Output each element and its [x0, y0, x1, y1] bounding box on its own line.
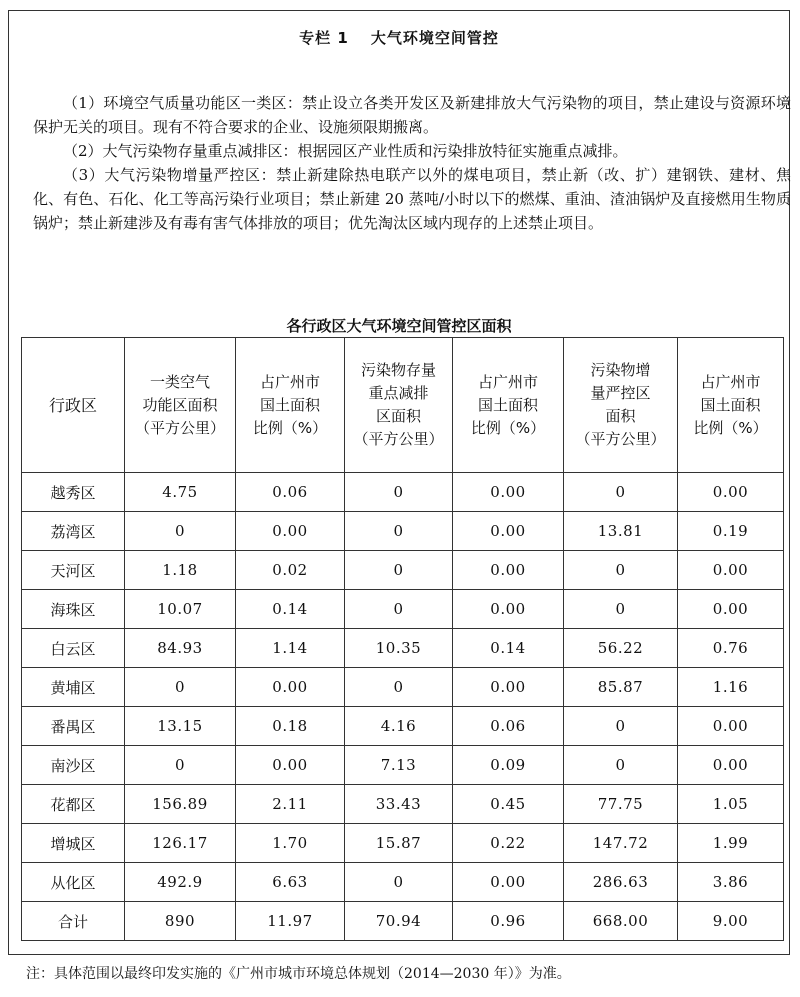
value-cell: 0.00: [453, 512, 564, 551]
header-line: 国土面积: [700, 395, 761, 414]
district-name-cell: 海珠区: [22, 590, 125, 629]
value-cell: 0.00: [453, 668, 564, 707]
table-row: [22, 629, 784, 668]
table-row: [22, 746, 784, 785]
value-cell: 0.19: [678, 512, 784, 551]
value-cell: 3.86: [678, 863, 784, 902]
header-line: （平方公里）: [134, 418, 225, 437]
header-cell: [678, 338, 784, 473]
header-line: 比例（%）: [252, 418, 328, 437]
value-cell: 0.14: [453, 629, 564, 668]
value-cell: 0.02: [236, 551, 345, 590]
value-cell: 11.97: [236, 902, 345, 941]
value-cell: 1.05: [678, 785, 784, 824]
table-row: [22, 512, 784, 551]
value-cell: 0.00: [678, 551, 784, 590]
box-title-label: 专栏 1: [299, 29, 349, 47]
table-row: [22, 824, 784, 863]
value-cell: 0: [345, 551, 453, 590]
value-cell: 7.13: [345, 746, 453, 785]
paragraph-class1-zone: （1）环境空气质量功能区一类区：禁止设立各类开发区及新建排放大气污染物的项目，禁止建设与资源环境保护无关的项目。现有不符合要求的企业、设施须限期搬离。: [33, 94, 791, 136]
header-cell: [345, 338, 453, 473]
value-cell: 10.35: [345, 629, 453, 668]
district-name-cell: 天河区: [22, 551, 125, 590]
header-line: （平方公里）: [353, 430, 444, 448]
value-cell: 84.93: [125, 629, 236, 668]
value-cell: 0.18: [236, 707, 345, 746]
header-line: 占广州市: [700, 372, 761, 391]
header-line: 比例（%）: [693, 418, 768, 437]
value-cell: 0.09: [453, 746, 564, 785]
table-row: [22, 707, 784, 746]
value-cell: 0: [345, 863, 453, 902]
header-line: 量严控区: [590, 384, 651, 402]
district-name-cell: 从化区: [22, 863, 125, 902]
value-cell: 15.87: [345, 824, 453, 863]
value-cell: 0.00: [678, 473, 784, 512]
paragraph-increment-control-zone: （3）大气污染物增量严控区：禁止新建除热电联产以外的煤电项目，禁止新（改、扩）建钢铁、建材、焦化、有色、石化、化工等高污染行业项目；禁止新建 20 蒸吨/小时以下的燃煤、重油、渣油锅炉及直接燃用生物质锅炉；禁止新建涉及有毒有害气体排放的项目；优先淘汰区域内现存的上述禁止项目。: [33, 166, 791, 232]
value-cell: 1.16: [678, 668, 784, 707]
area-table: [21, 337, 784, 941]
value-cell: 0: [345, 512, 453, 551]
value-cell: 126.17: [125, 824, 236, 863]
header-line: （平方公里）: [575, 430, 666, 448]
value-cell: 0.00: [236, 512, 345, 551]
value-cell: 0.00: [678, 590, 784, 629]
value-cell: 0: [345, 590, 453, 629]
box-title-text: 大气环境空间管控: [370, 29, 499, 47]
header-line: 污染物存量: [360, 361, 436, 379]
value-cell: 156.89: [125, 785, 236, 824]
value-cell: 0.00: [678, 707, 784, 746]
value-cell: 0.00: [453, 590, 564, 629]
value-cell: 286.63: [564, 863, 678, 902]
table-row: [22, 551, 784, 590]
value-cell: 6.63: [236, 863, 345, 902]
value-cell: 0: [125, 746, 236, 785]
value-cell: 9.00: [678, 902, 784, 941]
value-cell: 13.15: [125, 707, 236, 746]
value-cell: 0.45: [453, 785, 564, 824]
district-name-cell: 白云区: [22, 629, 125, 668]
district-name-cell: 荔湾区: [22, 512, 125, 551]
table-row: [22, 785, 784, 824]
value-cell: 4.75: [125, 473, 236, 512]
value-cell: 0.00: [453, 551, 564, 590]
district-name-cell: 黄埔区: [22, 668, 125, 707]
table-header: [22, 338, 784, 473]
header-line: 占广州市: [259, 372, 320, 391]
value-cell: 0: [125, 668, 236, 707]
table-row: [22, 590, 784, 629]
value-cell: 890: [125, 902, 236, 941]
district-name-cell: 增城区: [22, 824, 125, 863]
value-cell: 0.00: [236, 746, 345, 785]
value-cell: 0: [564, 473, 678, 512]
value-cell: 13.81: [564, 512, 678, 551]
value-cell: 0: [345, 473, 453, 512]
header-cell: [125, 338, 236, 473]
value-cell: 85.87: [564, 668, 678, 707]
value-cell: 0.06: [236, 473, 345, 512]
value-cell: 0.00: [678, 746, 784, 785]
value-cell: 0.00: [453, 863, 564, 902]
table-title: 各行政区大气环境空间管控区面积: [286, 317, 512, 335]
table-row: [22, 668, 784, 707]
value-cell: 1.14: [236, 629, 345, 668]
value-cell: 0: [564, 590, 678, 629]
header-cell: [453, 338, 564, 473]
header-line: 功能区面积: [142, 395, 218, 414]
district-name-cell: 越秀区: [22, 473, 125, 512]
value-cell: 0.00: [453, 473, 564, 512]
header-line: 比例（%）: [470, 418, 546, 437]
value-cell: 0.96: [453, 902, 564, 941]
value-cell: 77.75: [564, 785, 678, 824]
value-cell: 492.9: [125, 863, 236, 902]
value-cell: 70.94: [345, 902, 453, 941]
header-line: 占广州市: [477, 372, 538, 391]
header-line: 污染物增: [590, 361, 651, 379]
value-cell: 1.70: [236, 824, 345, 863]
value-cell: 0.06: [453, 707, 564, 746]
value-cell: 4.16: [345, 707, 453, 746]
header-line: 面积: [605, 407, 636, 425]
table-row: [22, 863, 784, 902]
value-cell: 0.00: [236, 668, 345, 707]
value-cell: 0.76: [678, 629, 784, 668]
header-line: 国土面积: [259, 395, 320, 414]
header-line: 重点减排: [368, 384, 429, 402]
value-cell: 33.43: [345, 785, 453, 824]
district-name-cell: 番禺区: [22, 707, 125, 746]
value-cell: 0: [125, 512, 236, 551]
paragraph-stock-reduction-zone: （2）大气污染物存量重点减排区：根据园区产业性质和污染排放特征实施重点减排。: [63, 142, 628, 160]
value-cell: 2.11: [236, 785, 345, 824]
value-cell: 668.00: [564, 902, 678, 941]
value-cell: 0: [564, 551, 678, 590]
header-cell: [564, 338, 678, 473]
district-name-cell: 花都区: [22, 785, 125, 824]
header-line: 行政区: [48, 395, 97, 415]
header-row: [22, 338, 784, 473]
value-cell: 1.99: [678, 824, 784, 863]
header-cell: [22, 338, 125, 473]
value-cell: 10.07: [125, 590, 236, 629]
header-line: 区面积: [375, 407, 421, 425]
value-cell: 0: [564, 707, 678, 746]
value-cell: 1.18: [125, 551, 236, 590]
header-cell: [236, 338, 345, 473]
header-line: 国土面积: [477, 395, 538, 414]
header-line: 一类空气: [149, 372, 210, 391]
value-cell: 0.22: [453, 824, 564, 863]
box-title: [9, 27, 789, 48]
value-cell: 0: [345, 668, 453, 707]
value-cell: 0.14: [236, 590, 345, 629]
district-name-cell: 南沙区: [22, 746, 125, 785]
footnote: 注：具体范围以最终印发实施的《广州市城市环境总体规划（2014—2030 年）》为准。: [26, 966, 571, 982]
value-cell: 56.22: [564, 629, 678, 668]
table-body: [22, 473, 784, 941]
total-row: [22, 902, 784, 941]
table-row: [22, 473, 784, 512]
value-cell: 0: [564, 746, 678, 785]
policy-paragraphs: [33, 91, 791, 235]
value-cell: 147.72: [564, 824, 678, 863]
district-name-cell: 合计: [22, 902, 125, 941]
